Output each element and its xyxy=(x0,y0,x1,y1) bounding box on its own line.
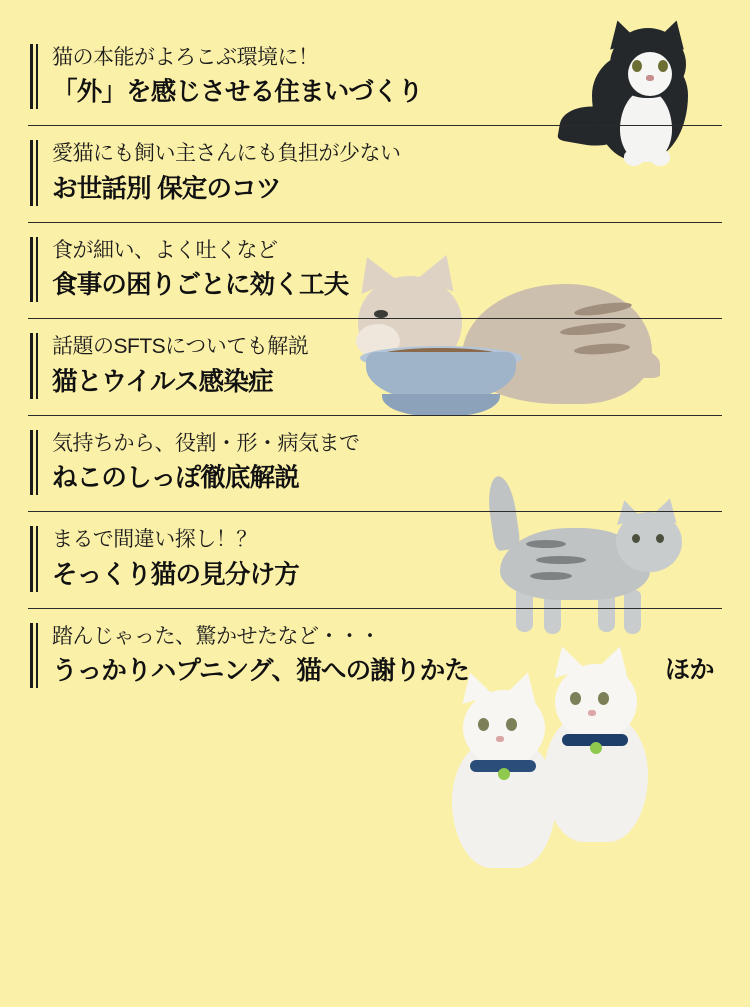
entry-subtitle: 猫の本能がよろこぶ環境に！ xyxy=(52,46,319,69)
entry-title: お世話別 保定のコツ xyxy=(52,174,281,203)
contents-entry[interactable] xyxy=(28,30,722,125)
entry-title: 食事の困りごとに効く工夫 xyxy=(52,271,349,300)
entry-subtitle: 話題のSFTSについても解説 xyxy=(52,335,309,359)
double-bar-marker-icon xyxy=(28,333,38,398)
entry-subtitle: 愛猫にも飼い主さんにも負担が少ない xyxy=(52,142,401,166)
entry-subtitle: 気持ちから、役割・形・病気まで xyxy=(52,431,360,455)
entry-subtitle: 踏んじゃった、驚かせたなど・・・ xyxy=(52,624,380,648)
contents-entry[interactable] xyxy=(28,511,722,607)
entry-title: ねこのしっぽ徹底解説 xyxy=(52,464,300,493)
double-bar-marker-icon xyxy=(28,44,38,109)
entry-title: 猫とウイルス感染症 xyxy=(52,367,273,396)
double-bar-marker-icon xyxy=(28,623,38,688)
double-bar-marker-icon xyxy=(28,430,38,495)
contents-entry[interactable] xyxy=(28,125,722,221)
contents-entry[interactable] xyxy=(28,415,722,511)
contents-entry[interactable] xyxy=(28,608,722,704)
double-bar-marker-icon xyxy=(28,526,38,591)
footer-note: ほか xyxy=(664,656,714,685)
entry-title: 「外」を感じさせる住まいづくり xyxy=(52,78,423,107)
contents-entry[interactable] xyxy=(28,318,722,414)
contents-entry[interactable] xyxy=(28,222,722,318)
double-bar-marker-icon xyxy=(28,140,38,205)
entry-title: うっかりハプニング、猫への謝りかた xyxy=(52,657,470,686)
double-bar-marker-icon xyxy=(28,237,38,302)
contents-list xyxy=(28,0,722,704)
entry-subtitle: まるで間違い探し！？ xyxy=(52,528,257,552)
entry-subtitle: 食が細い、よく吐くなど xyxy=(52,238,278,262)
entry-title: そっくり猫の見分け方 xyxy=(52,560,300,589)
